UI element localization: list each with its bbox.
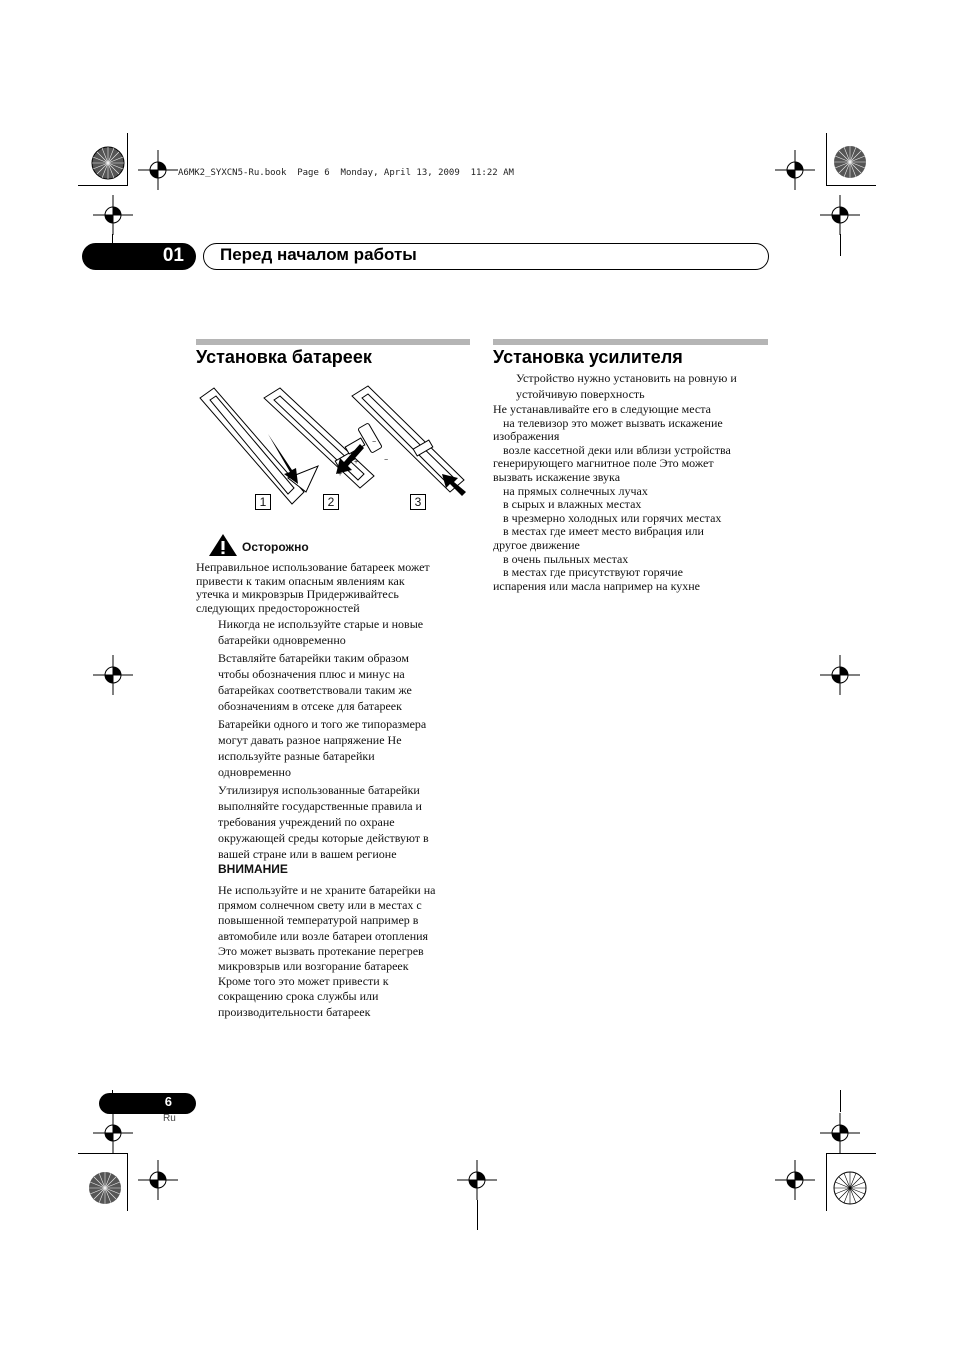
list-item: испарения или масла например на кухне (493, 578, 701, 593)
list-item: в сырых и влажных местах (503, 497, 642, 512)
caution-line: следующих предосторожностей (196, 600, 360, 615)
list-item: на телевизор это может вызвать искажение (503, 415, 723, 430)
list-item: в очень пыльных местах (503, 551, 629, 566)
book-info: A6MK2_SYXCN5-Ru.book Page 6 Monday, April 13, 2009 11:22 AM (178, 168, 514, 178)
registration-crosshair-icon (93, 1113, 133, 1153)
figure-step-1: 1 (255, 494, 271, 510)
list-item: в местах где присутствуют горячие (503, 565, 683, 580)
caution-line: привести к таким опасным явлениям как (196, 573, 405, 588)
list-item: в местах где имеет место вибрация или (503, 524, 704, 539)
list-item: Не устанавливайте его в следующие места (493, 402, 711, 416)
registration-crosshair-icon (775, 150, 815, 190)
list-item: генерирующего магнитное поле Это может (493, 456, 714, 471)
crop-line (127, 1153, 128, 1211)
section-rule (493, 339, 768, 345)
warning-text: Не используйте и не храните батарейки на прямом солнечном свету или в местах с повышенной температурой например в автомобиле или возле батареи отопления Это может вызвать протекание перегрев микровзрыв или возгорание батареек Кроме того это может привести к сокращению срока службы или производительности батареек (218, 883, 436, 1019)
list-item: Никогда не используйте старые и новые батарейки одновременно (218, 617, 424, 647)
list-item: Батарейки одного и того же типоразмера могут давать разное напряжение Не используйте разные батарейки одновременно (218, 717, 427, 779)
caution-line: утечка и микровзрыв Придерживайтесь (196, 587, 399, 602)
figure-step-3: 3 (410, 494, 426, 510)
list-item: вызвать искажение звука (493, 469, 621, 484)
list-item: другое движение (493, 537, 580, 552)
svg-text:+: + (354, 459, 359, 466)
svg-text:−: − (384, 457, 389, 464)
crop-line (826, 133, 827, 185)
crop-line (477, 1200, 478, 1230)
warning-label: ВНИМАНИЕ (218, 862, 288, 876)
section-rule (196, 339, 470, 345)
caution-label: Осторожно (242, 540, 309, 554)
caution-line: Неправильное использование батареек может (196, 560, 430, 574)
section-heading-amplifier: Установка усилителя (493, 347, 683, 367)
chapter-number: 01 (162, 245, 184, 266)
chapter-number-badge (82, 243, 196, 270)
crop-line (78, 1153, 128, 1154)
crop-line (127, 133, 128, 185)
sunburst-mark-icon (830, 142, 870, 182)
crop-line (78, 185, 128, 186)
crop-line (840, 1090, 841, 1112)
sunburst-mark-icon (830, 1168, 870, 1208)
crop-line (826, 1153, 876, 1154)
crop-line (826, 1153, 827, 1211)
list-item: возле кассетной деки или вблизи устройства (503, 442, 731, 457)
svg-text:−: − (372, 439, 377, 446)
crop-line (840, 234, 841, 256)
page-language: Ru (163, 1113, 176, 1124)
registration-crosshair-icon (138, 1160, 178, 1200)
sunburst-mark-icon (88, 143, 128, 183)
amplifier-intro: Устройство нужно установить на ровную и устойчивую поверхность (516, 371, 737, 401)
warning-triangle-icon (208, 533, 238, 557)
list-item: изображения (493, 429, 560, 444)
page-number: 6 (164, 1094, 172, 1109)
caution-bullet-list (218, 616, 473, 864)
section-heading-batteries: Установка батареек (196, 347, 372, 367)
chapter-title: Перед началом работы (220, 245, 417, 264)
list-item: на прямых солнечных лучах (503, 483, 648, 498)
list-item: Вставляйте батарейки таким образом чтобы обозначения плюс и минус на батарейках соответствовали таким же обозначениям в отсеке для батареек (218, 651, 412, 713)
registration-crosshair-icon (820, 655, 860, 695)
registration-crosshair-icon (820, 1113, 860, 1153)
registration-crosshair-icon (457, 1160, 497, 1200)
sunburst-mark-icon (85, 1168, 125, 1208)
amplifier-placement-list (493, 403, 773, 593)
registration-crosshair-icon (820, 195, 860, 235)
caution-text (196, 561, 471, 615)
list-item: в чрезмерно холодных или горячих местах (503, 510, 722, 525)
svg-text:+: + (338, 471, 343, 478)
registration-crosshair-icon (138, 150, 178, 190)
chapter-title-box (203, 243, 769, 270)
list-item: Утилизируя использованные батарейки выполняйте государственные правила и требования учреждений по охране окружающей среды которые действуют в вашей стране или в вашем регионе (218, 783, 429, 861)
figure-step-2: 2 (323, 494, 339, 510)
page-number-badge (99, 1093, 196, 1114)
registration-crosshair-icon (93, 195, 133, 235)
registration-crosshair-icon (93, 655, 133, 695)
crop-line (826, 185, 876, 186)
registration-crosshair-icon (775, 1160, 815, 1200)
